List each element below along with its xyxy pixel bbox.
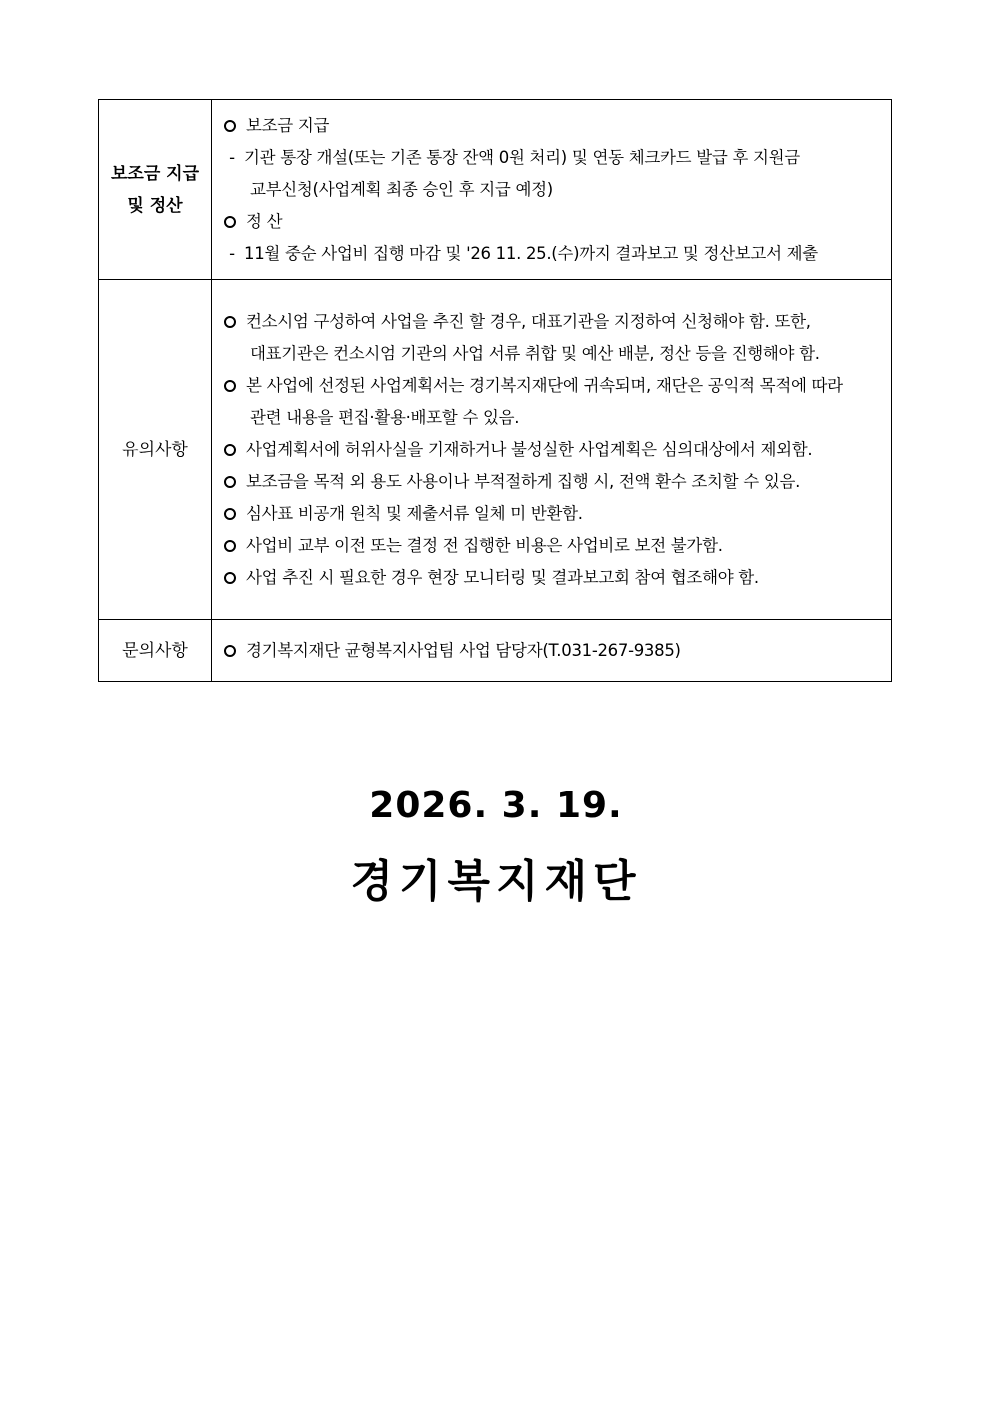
row-label-notes: 유의사항 (99, 280, 212, 620)
list-item-text: 경기복지재단 균형복지사업팀 사업 담당자(T.031-267-9385) (246, 640, 681, 660)
list-item (220, 238, 883, 270)
list-item (220, 562, 883, 594)
list-item-text: 정 산 (246, 211, 283, 231)
circle-bullet-icon (224, 540, 236, 552)
table-row-payment (99, 100, 892, 280)
list-item-text: 심사표 비공개 원칙 및 제출서류 일체 미 반환함. (246, 503, 583, 523)
circle-bullet-icon (224, 476, 236, 488)
circle-bullet-icon (224, 645, 236, 657)
circle-bullet-icon (224, 508, 236, 520)
row-content-contact (212, 620, 892, 682)
list-item-text: 컨소시엄 구성하여 사업을 추진 할 경우, 대표기관을 지정하여 신청해야 함. 또한, (246, 311, 811, 331)
list-item-text: 11월 중순 사업비 집행 마감 및 '26 11. 25.(수)까지 결과보고 및 정산보고서 제출 (244, 243, 818, 263)
row-label-payment (99, 100, 212, 280)
list-item (220, 498, 883, 530)
list-item (220, 110, 883, 142)
dash-marker-icon: - (229, 243, 235, 263)
table-row-contact (99, 620, 892, 682)
list-item-text: 사업 추진 시 필요한 경우 현장 모니터링 및 결과보고회 참여 협조해야 함. (246, 567, 759, 587)
list-item (220, 206, 883, 238)
circle-bullet-icon (224, 444, 236, 456)
list-item (220, 370, 883, 402)
list-item (220, 635, 883, 667)
row-label-contact: 문의사항 (99, 620, 212, 682)
list-item (220, 142, 883, 174)
list-item-text: 보조금을 목적 외 용도 사용이나 부적절하게 집행 시, 전액 환수 조치할 수 있음. (246, 471, 801, 491)
list-item-text: 보조금 지급 (246, 115, 330, 135)
row-label-line: 및 정산 (127, 195, 183, 216)
circle-bullet-icon (224, 316, 236, 328)
row-label-line: 보조금 지급 (110, 163, 200, 184)
list-item-text: 사업비 교부 이전 또는 결정 전 집행한 비용은 사업비로 보전 불가함. (246, 535, 723, 555)
circle-bullet-icon (224, 120, 236, 132)
circle-bullet-icon (224, 572, 236, 584)
list-item-continuation: 교부신청(사업계획 최종 승인 후 지급 예정) (250, 179, 553, 199)
circle-bullet-icon (224, 216, 236, 228)
document-date: 2026. 3. 19. (369, 785, 623, 826)
list-item-text: 본 사업에 선정된 사업계획서는 경기복지재단에 귀속되며, 재단은 공익적 목적에 따라 (246, 375, 843, 395)
list-item (220, 466, 883, 498)
organization-name: 경기복지재단 (350, 856, 642, 907)
list-item-continuation: 대표기관은 컨소시엄 기관의 사업 서류 취합 및 예산 배분, 정산 등을 진행해야 함. (250, 343, 820, 363)
list-item (220, 434, 883, 466)
circle-bullet-icon (224, 380, 236, 392)
table-row-notes (99, 280, 892, 620)
info-table (98, 99, 892, 682)
row-content-payment (212, 100, 892, 280)
dash-marker-icon: - (229, 147, 235, 167)
list-item-continuation: 관련 내용을 편집·활용·배포할 수 있음. (250, 407, 520, 427)
list-item-text: 사업계획서에 허위사실을 기재하거나 불성실한 사업계획은 심의대상에서 제외함. (246, 439, 813, 459)
list-item-text: 기관 통장 개설(또는 기존 통장 잔액 0원 처리) 및 연동 체크카드 발급 후 지원금 (244, 147, 800, 167)
row-content-notes (212, 280, 892, 620)
list-item (220, 530, 883, 562)
list-item (220, 306, 883, 338)
